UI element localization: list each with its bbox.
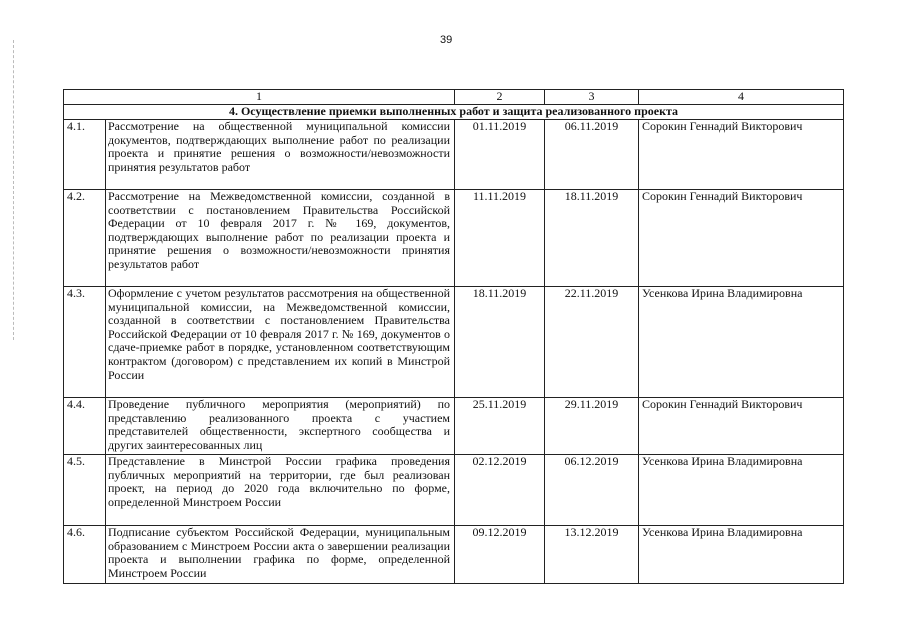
- table-row: [64, 190, 844, 287]
- table-row: [64, 287, 844, 398]
- row-number: 4.2.: [64, 190, 106, 287]
- row-responsible: Усенкова Ирина Владимировна: [639, 526, 844, 584]
- column-header-2: 2: [455, 90, 545, 105]
- row-responsible: Сорокин Геннадий Викторович: [639, 120, 844, 190]
- row-description: Представление в Минстрой России графика проведения публичных мероприятий на территории, где был реализован проект, на период до 2020 года включительно по форме, определенной Минстроем России: [106, 455, 455, 526]
- row-description: Подписание субъектом Российской Федерации, муниципальным образованием с Минстроем России акта о завершении реализации проекта и выполнении графика по форме, определенной Минстроем России: [106, 526, 455, 584]
- row-start-date: 02.12.2019: [455, 455, 545, 526]
- row-start-date: 01.11.2019: [455, 120, 545, 190]
- row-number: 4.6.: [64, 526, 106, 584]
- row-end-date: 29.11.2019: [545, 398, 639, 455]
- schedule-table: [63, 89, 844, 584]
- column-header-3: 3: [545, 90, 639, 105]
- row-end-date: 06.11.2019: [545, 120, 639, 190]
- section-title: 4. Осуществление приемки выполненных работ и защита реализованного проекта: [64, 105, 844, 120]
- row-start-date: 11.11.2019: [455, 190, 545, 287]
- row-description: Рассмотрение на Межведомственной комиссии, созданной в соответствии с постановлением Правительства Российской Федерации от 10 февраля 2017 г. № 169, документов, подтверждающих выполнение работ по реализации проекта и принятие решения о возможности/невозможности принятия результатов работ: [106, 190, 455, 287]
- row-start-date: 18.11.2019: [455, 287, 545, 398]
- row-description: Проведение публичного мероприятия (мероприятий) по представлению реализованного проекта с участием представителей общественности, экспертного сообщества и других заинтересованных лиц: [106, 398, 455, 455]
- table-row: [64, 455, 844, 526]
- row-number: 4.4.: [64, 398, 106, 455]
- page-number: 39: [440, 34, 453, 46]
- section-row: [64, 105, 844, 120]
- scan-edge-mark: [13, 40, 15, 340]
- row-responsible: Усенкова Ирина Владимировна: [639, 455, 844, 526]
- row-end-date: 06.12.2019: [545, 455, 639, 526]
- table-row: [64, 398, 844, 455]
- row-start-date: 25.11.2019: [455, 398, 545, 455]
- row-responsible: Сорокин Геннадий Викторович: [639, 190, 844, 287]
- row-description: Оформление с учетом результатов рассмотрения на общественной муниципальной комиссии, на Межведомственной комиссии, созданной в соответствии с постановлением Правительства Российской Федерации от 10 февраля 2017 г. № 169, документов о сдаче-приемке работ в порядке, установленном соответствующим контрактом (договором) с представлением их копий в Минстрой России: [106, 287, 455, 398]
- column-header-4: 4: [639, 90, 844, 105]
- column-header-row: [64, 90, 844, 105]
- row-end-date: 18.11.2019: [545, 190, 639, 287]
- table-row: [64, 526, 844, 584]
- row-number: 4.3.: [64, 287, 106, 398]
- table-row: [64, 120, 844, 190]
- row-responsible: Усенкова Ирина Владимировна: [639, 287, 844, 398]
- column-header-1: 1: [64, 90, 455, 105]
- row-responsible: Сорокин Геннадий Викторович: [639, 398, 844, 455]
- row-end-date: 13.12.2019: [545, 526, 639, 584]
- row-start-date: 09.12.2019: [455, 526, 545, 584]
- row-end-date: 22.11.2019: [545, 287, 639, 398]
- row-number: 4.5.: [64, 455, 106, 526]
- row-description: Рассмотрение на общественной муниципальной комиссии документов, подтверждающих выполнение работ по реализации проекта и принятие решения о возможности/невозможности принятия результатов работ: [106, 120, 455, 190]
- row-number: 4.1.: [64, 120, 106, 190]
